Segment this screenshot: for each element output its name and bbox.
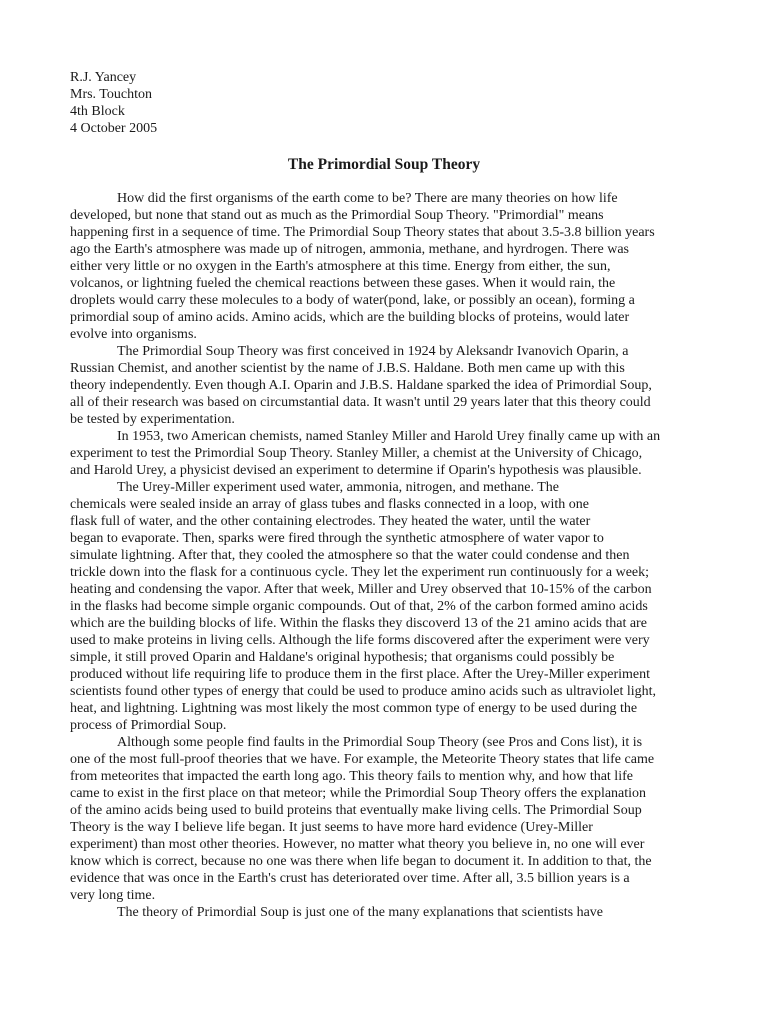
class-block: 4th Block (70, 104, 125, 119)
body-line: of the amino acids being used to build proteins that eventually make living cells. The Primordial Soup (70, 803, 642, 818)
body-line: happening first in a sequence of time. The Primordial Soup Theory states that about 3.5-3.8 billion years (70, 225, 655, 240)
body-line: chemicals were sealed inside an array of glass tubes and flasks connected in a loop, with one (70, 497, 589, 512)
body-line: The Urey-Miller experiment used water, ammonia, nitrogen, and methane. The (117, 480, 559, 495)
document-date: 4 October 2005 (70, 121, 158, 136)
body-line: trickle down into the flask for a continuous cycle. They let the experiment run continuously for a week; (70, 565, 650, 580)
body-line: How did the first organisms of the earth come to be? There are many theories on how life (117, 191, 618, 206)
body-line: heat, and lightning. Lightning was most likely the most common type of energy to be used during the (70, 701, 638, 716)
body-line: began to evaporate. Then, sparks were fired through the synthetic atmosphere of water vapor to (70, 531, 604, 546)
body-line: and Harold Urey, a physicist devised an experiment to determine if Oparin's hypothesis was plausible. (70, 463, 642, 478)
body-line: volcanos, or lightning fueled the chemical reactions between these gases. When it would rain, the (70, 276, 616, 291)
body-line: simulate lightning. After that, they cooled the atmosphere so that the water could condense and then (70, 548, 630, 563)
body-line: which are the building blocks of life. Within the flasks they discoverd 13 of the 21 amino acids that are (70, 616, 647, 631)
body-line: simple, it still proved Oparin and Haldane's original hypothesis; that organisms could possibly be (70, 650, 615, 665)
body-line: process of Primordial Soup. (70, 718, 227, 733)
body-line: in the flasks had become simple organic compounds. Out of that, 2% of the carbon formed amino acids (70, 599, 648, 614)
body-line: from meteorites that impacted the earth long ago. This theory fails to mention why, and how that life (70, 769, 633, 784)
body-line: The Primordial Soup Theory was first conceived in 1924 by Aleksandr Ivanovich Oparin, a (117, 344, 629, 359)
body-line: either very little or no oxygen in the Earth's atmosphere at this time. Energy from either, the sun, (70, 259, 611, 274)
body-line: came to exist in the first place on that meteor; while the Primordial Soup Theory offers the explanation (70, 786, 647, 801)
author-name: R.J. Yancey (70, 70, 137, 85)
body-line: used to make proteins in living cells. Although the life forms discovered after the experiment were very (70, 633, 650, 648)
body-line: scientists found other types of energy that could be used to produce amino acids such as ultraviolet light, (70, 684, 657, 699)
body-line: theory independently. Even though A.I. Oparin and J.B.S. Haldane sparked the idea of Primordial Soup, (70, 378, 652, 393)
body-line: The theory of Primordial Soup is just one of the many explanations that scientists have (117, 905, 604, 920)
body-line: Theory is the way I believe life began. It just seems to have more hard evidence (Urey-Miller (70, 820, 593, 835)
body-line: droplets would carry these molecules to a body of water(pond, lake, or possibly an ocean), forming a (70, 293, 635, 308)
body-line: experiment) than most other theories. However, no matter what theory you believe in, no one will ever (70, 837, 645, 852)
header-block (70, 70, 157, 138)
body-line: Although some people find faults in the Primordial Soup Theory (see Pros and Cons list), it is (117, 735, 643, 750)
body-line: flask full of water, and the other containing electrodes. They heated the water, until the water (70, 514, 591, 529)
document-title: The Primordial Soup Theory (287, 156, 481, 173)
body-line: be tested by experimentation. (70, 412, 235, 427)
essay-body (70, 190, 710, 921)
teacher-name: Mrs. Touchton (70, 87, 152, 102)
body-line: ago the Earth's atmosphere was made up of nitrogen, ammonia, methane, and hyrdrogen. There was (70, 242, 629, 257)
body-line: evolve into organisms. (70, 327, 197, 342)
body-line: produced without life requiring life to produce them in the first place. After the Urey-Miller experiment (70, 667, 651, 682)
body-line: know which is correct, because no one was there when life began to document it. In addition to that, the (70, 854, 652, 869)
body-line: very long time. (70, 888, 156, 903)
body-line: one of the most full-proof theories that we have. For example, the Meteorite Theory states that life came (70, 752, 655, 767)
body-line: primordial soup of amino acids. Amino acids, which are the building blocks of proteins, would later (70, 310, 630, 325)
body-line: developed, but none that stand out as much as the Primordial Soup Theory. "Primordial" means (70, 208, 604, 223)
body-line: all of their research was based on circumstantial data. It wasn't until 29 years later that this theory could (70, 395, 651, 410)
body-line: experiment to test the Primordial Soup Theory. Stanley Miller, a chemist at the University of Chicago, (70, 446, 643, 461)
body-line: evidence that was once in the Earth's crust has deteriorated over time. After all, 3.5 billion years is a (70, 871, 630, 886)
body-line: heating and condensing the vapor. After that week, Miller and Urey observed that 10-15% of the carbon (70, 582, 652, 597)
body-line: In 1953, two American chemists, named Stanley Miller and Harold Urey finally came up with an (117, 429, 661, 444)
body-line: Russian Chemist, and another scientist by the name of J.B.S. Haldane. Both men came up with this (70, 361, 625, 376)
